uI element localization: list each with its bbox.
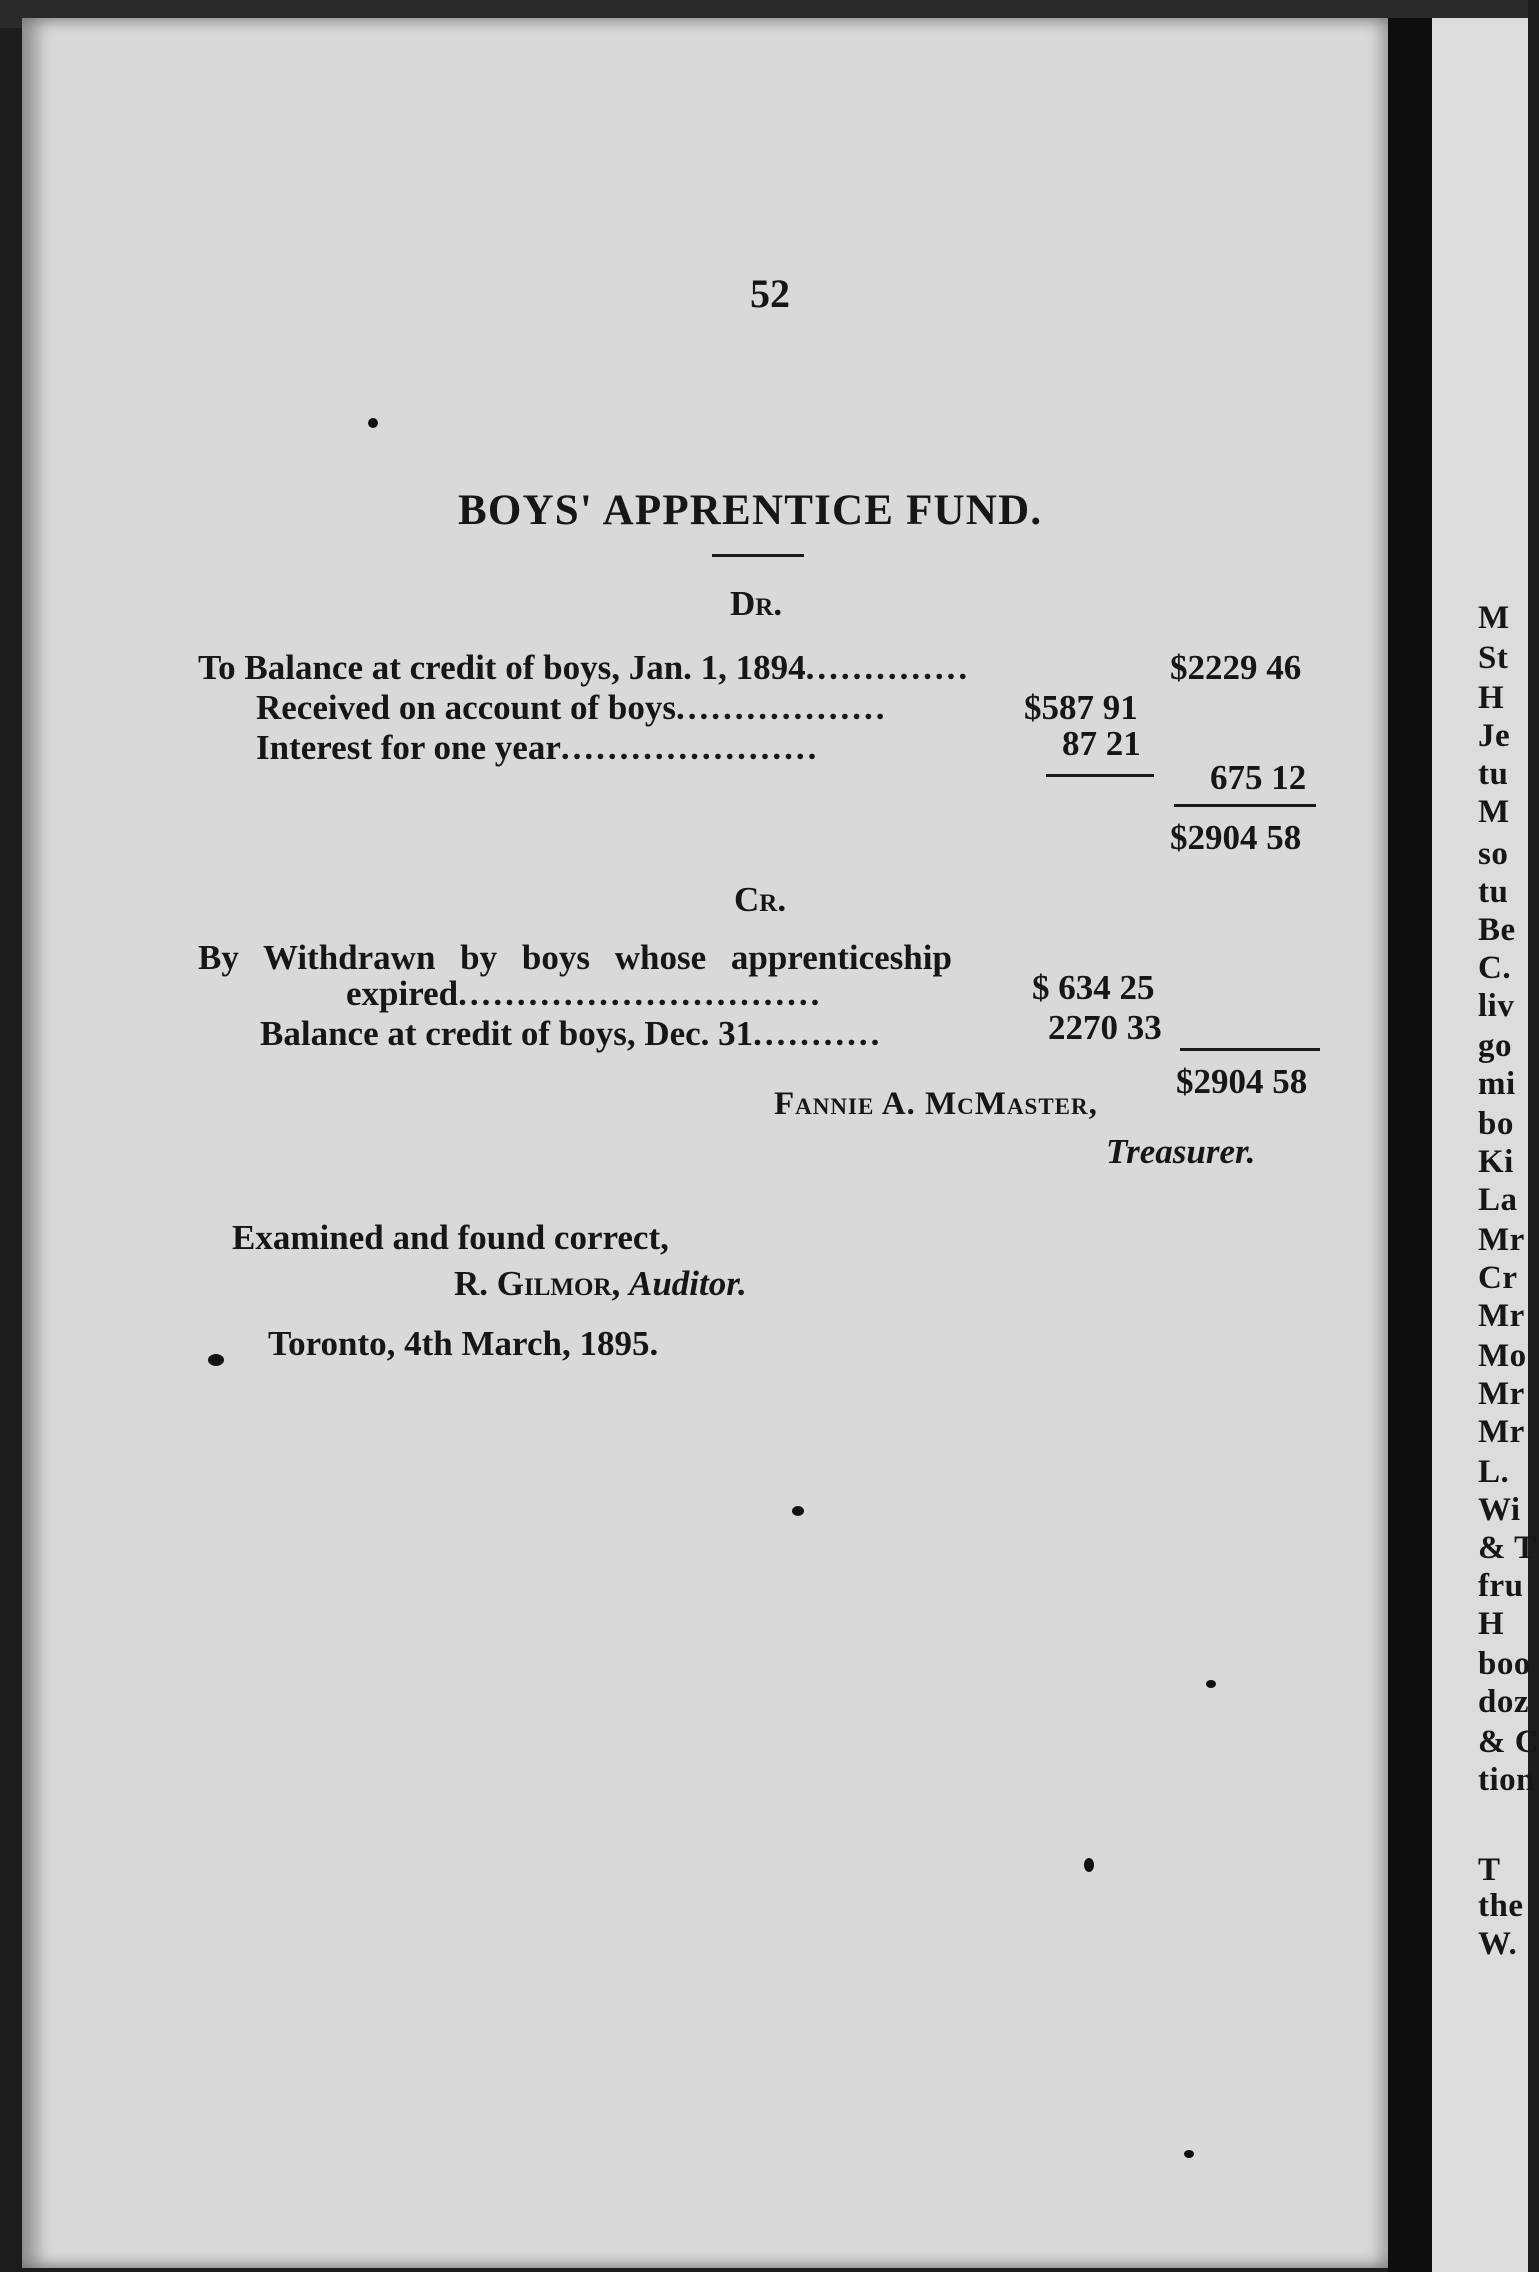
place-date: Toronto, 4th March, 1895. <box>268 1324 659 1363</box>
debit-row-2-amount: $587 91 <box>1024 688 1138 727</box>
adjacent-page-fragment: Cr <box>1478 1260 1518 1296</box>
adjacent-page-fragment: Be <box>1478 912 1516 948</box>
adjacent-page-fragment: L. <box>1478 1454 1510 1490</box>
credit-heading: Cr. <box>734 880 787 919</box>
adjacent-page-fragment: bo <box>1478 1106 1514 1142</box>
debit-row-1-label <box>198 648 970 688</box>
adjacent-page-fragment: W. <box>1478 1926 1518 1962</box>
adjacent-page-fragment: tu <box>1478 756 1509 792</box>
adjacent-page-fragment: Mr <box>1478 1222 1525 1258</box>
adjacent-page-fragment: Je <box>1478 718 1511 754</box>
auditor-name: R. Gilmor, <box>454 1264 621 1303</box>
page-title: BOYS' APPRENTICE FUND. <box>458 487 1043 534</box>
credit-row-1-label: By Withdrawn by boys whose apprenticeship <box>198 938 952 977</box>
adjacent-page-fragment: & C <box>1478 1724 1539 1760</box>
credit-total: $2904 58 <box>1176 1062 1308 1101</box>
adjacent-page-fragment: tu <box>1478 874 1509 910</box>
credit-row-2-amount: $ 634 25 <box>1032 968 1155 1007</box>
ink-speck <box>1206 1680 1216 1688</box>
adjacent-page-fragment: Wi <box>1478 1492 1521 1528</box>
adjacent-page-fragment: so <box>1478 836 1509 872</box>
treasurer-title: Treasurer. <box>1106 1132 1256 1171</box>
credit-total-rule <box>1180 1048 1320 1051</box>
debit-row-3-label <box>256 728 819 768</box>
credit-row-2-label <box>346 974 822 1014</box>
adjacent-page-fragment: Mo <box>1478 1338 1527 1374</box>
examined-statement: Examined and found correct, <box>232 1218 669 1257</box>
title-rule <box>712 554 804 557</box>
adjacent-page-fragment: fru <box>1478 1568 1524 1604</box>
leader-dots: ............................... <box>458 974 823 1013</box>
adjacent-page-fragment: M <box>1478 600 1510 636</box>
adjacent-page-fragment: La <box>1478 1182 1518 1218</box>
ink-speck <box>208 1354 224 1366</box>
adjacent-page-fragment: liv <box>1478 988 1515 1024</box>
adjacent-page-fragment: go <box>1478 1028 1512 1064</box>
adjacent-page-fragment: C. <box>1478 950 1512 986</box>
ink-speck <box>1184 2150 1194 2158</box>
debit-total: $2904 58 <box>1170 818 1302 857</box>
adjacent-page-fragment: H <box>1478 680 1505 716</box>
debit-row-3-amount: 87 21 <box>1062 724 1141 763</box>
treasurer-name: Fannie A. McMaster, <box>774 1086 1098 1122</box>
leader-dots: ........... <box>753 1014 883 1053</box>
adjacent-page-fragment: the <box>1478 1888 1524 1924</box>
adjacent-page-fragment: & T <box>1478 1530 1537 1566</box>
debit-row-1-amount: $2229 46 <box>1170 648 1302 687</box>
adjacent-page-fragment: Ki <box>1478 1144 1514 1180</box>
adjacent-page-fragment: T <box>1478 1852 1501 1888</box>
adjacent-page-fragment: M <box>1478 794 1510 830</box>
debit-row-1-text: To Balance at credit of boys, Jan. 1, 1894 <box>198 648 806 687</box>
auditor-line <box>454 1264 747 1304</box>
credit-row-3-text: Balance at credit of boys, Dec. 31 <box>260 1014 754 1053</box>
credit-row-3-label <box>260 1014 882 1054</box>
leader-dots: .................. <box>675 688 888 727</box>
ink-speck <box>792 1506 804 1516</box>
debit-heading: Dr. <box>730 584 783 623</box>
leader-dots: .............. <box>805 648 971 687</box>
adjacent-page-edge <box>1432 18 1539 2272</box>
adjacent-page-fragment: Mr <box>1478 1376 1525 1412</box>
adjacent-page-fragment: doz <box>1478 1684 1529 1720</box>
adjacent-page-fragment: Mr <box>1478 1298 1525 1334</box>
debit-subtotal-rule <box>1046 774 1154 777</box>
credit-row-2-text: expired <box>346 974 459 1013</box>
adjacent-page-fragment: tion <box>1478 1762 1536 1798</box>
adjacent-page-fragment: mi <box>1478 1066 1516 1102</box>
ink-speck <box>368 418 378 428</box>
debit-row-2-label <box>256 688 887 728</box>
leader-dots: ...................... <box>560 728 820 767</box>
adjacent-page-fragment: H <box>1478 1606 1505 1642</box>
debit-row-2-text: Received on account of boys <box>256 688 676 727</box>
page-gutter <box>1388 18 1434 2272</box>
credit-row-3-amount: 2270 33 <box>1048 1008 1162 1047</box>
auditor-role: Auditor. <box>629 1264 747 1303</box>
debit-row-3-text: Interest for one year <box>256 728 561 767</box>
page <box>22 18 1390 2268</box>
page-number: 52 <box>750 271 790 316</box>
adjacent-page-fragment: Mr <box>1478 1414 1525 1450</box>
adjacent-page-fragment: boo <box>1478 1646 1531 1682</box>
adjacent-page-fragment: St <box>1478 640 1509 676</box>
debit-total-rule <box>1174 804 1316 807</box>
ink-speck <box>1084 1858 1094 1872</box>
debit-subtotal: 675 12 <box>1210 758 1307 797</box>
